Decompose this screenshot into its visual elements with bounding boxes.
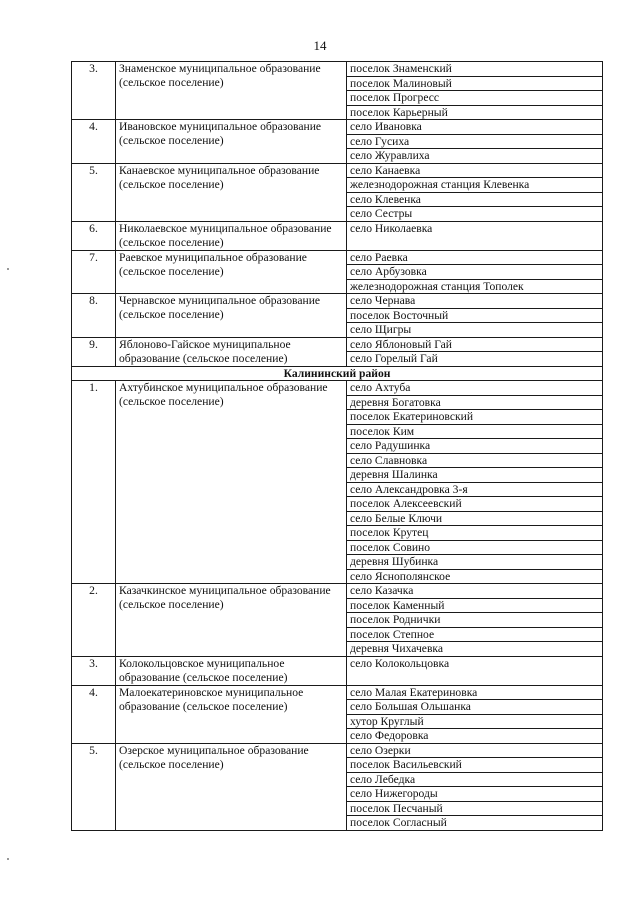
settlement-name: село Канаевка <box>347 163 603 178</box>
settlement-name: деревня Шубинка <box>347 555 603 570</box>
settlement-name: поселок Знаменский <box>347 62 603 77</box>
settlement-name: село Малая Екатериновка <box>347 685 603 700</box>
settlement-name: поселок Крутец <box>347 526 603 541</box>
settlement-name: село Большая Ольшанка <box>347 700 603 715</box>
settlement-name: поселок Восточный <box>347 308 603 323</box>
settlement-name: поселок Алексеевский <box>347 497 603 512</box>
settlement-name: село Ивановка <box>347 120 603 135</box>
table-row <box>72 656 603 685</box>
settlement-name: хутор Круглый <box>347 714 603 729</box>
settlement-name: село Ахтуба <box>347 381 603 396</box>
settlement-name: поселок Степное <box>347 627 603 642</box>
settlement-name: поселок Совино <box>347 540 603 555</box>
settlement-name: село Сестры <box>347 207 603 222</box>
settlement-name: село Лебедка <box>347 772 603 787</box>
settlement-name: поселок Песчаный <box>347 801 603 816</box>
table-row <box>72 120 603 135</box>
row-number: 7. <box>72 250 116 294</box>
row-number: 5. <box>72 743 116 830</box>
table-row <box>72 743 603 758</box>
settlement-name: поселок Каменный <box>347 598 603 613</box>
settlement-name: село Арбузовка <box>347 265 603 280</box>
settlement-name: село Озерки <box>347 743 603 758</box>
municipality-name: Озерское муниципальное образование (сельское поселение) <box>116 743 347 830</box>
municipality-name: Раевское муниципальное образование (сельское поселение) <box>116 250 347 294</box>
settlement-name: поселок Роднички <box>347 613 603 628</box>
municipality-name: Ахтубинское муниципальное образование (сельское поселение) <box>116 381 347 584</box>
settlement-name: село Казачка <box>347 584 603 599</box>
municipality-name: Чернавское муниципальное образование (сельское поселение) <box>116 294 347 338</box>
settlement-name: село Гусиха <box>347 134 603 149</box>
municipality-name: Ивановское муниципальное образование (сельское поселение) <box>116 120 347 164</box>
settlement-name: село Славновка <box>347 453 603 468</box>
settlement-name: поселок Согласный <box>347 816 603 831</box>
row-number: 4. <box>72 120 116 164</box>
margin-mark <box>7 268 9 270</box>
settlement-name: село Чернава <box>347 294 603 309</box>
settlement-name: деревня Богатовка <box>347 395 603 410</box>
settlement-name: село Нижегороды <box>347 787 603 802</box>
settlement-name: село Николаевка <box>347 221 603 250</box>
settlement-name: поселок Ким <box>347 424 603 439</box>
settlement-name: село Горелый Гай <box>347 352 603 367</box>
settlement-name: село Щигры <box>347 323 603 338</box>
settlement-name: железнодорожная станция Клевенка <box>347 178 603 193</box>
row-number: 5. <box>72 163 116 221</box>
municipality-name: Казачкинское муниципальное образование (сельское поселение) <box>116 584 347 657</box>
table-row <box>72 584 603 599</box>
row-number: 3. <box>72 656 116 685</box>
settlement-name: железнодорожная станция Тополек <box>347 279 603 294</box>
district-title: Калининский район <box>72 366 603 381</box>
table-row <box>72 337 603 352</box>
municipality-name: Яблоново-Гайское муниципальное образование (сельское поселение) <box>116 337 347 366</box>
municipality-name: Колокольцовское муниципальное образование (сельское поселение) <box>116 656 347 685</box>
settlement-name: село Белые Ключи <box>347 511 603 526</box>
district-row <box>72 366 603 381</box>
settlement-name: село Яблоновый Гай <box>347 337 603 352</box>
municipality-name: Малоекатериновское муниципальное образование (сельское поселение) <box>116 685 347 743</box>
row-number: 1. <box>72 381 116 584</box>
settlement-name: село Журавлиха <box>347 149 603 164</box>
settlement-name: село Федоровка <box>347 729 603 744</box>
table-row <box>72 62 603 77</box>
margin-mark <box>7 858 9 860</box>
settlement-name: поселок Прогресс <box>347 91 603 106</box>
row-number: 3. <box>72 62 116 120</box>
row-number: 6. <box>72 221 116 250</box>
settlement-name: поселок Карьерный <box>347 105 603 120</box>
settlement-name: село Яснополянское <box>347 569 603 584</box>
municipality-table <box>71 61 603 831</box>
settlement-name: поселок Екатериновский <box>347 410 603 425</box>
table-row <box>72 221 603 250</box>
municipality-name: Канаевское муниципальное образование (сельское поселение) <box>116 163 347 221</box>
row-number: 4. <box>72 685 116 743</box>
row-number: 9. <box>72 337 116 366</box>
settlement-name: поселок Малиновый <box>347 76 603 91</box>
settlement-name: деревня Шалинка <box>347 468 603 483</box>
settlement-name: поселок Васильевский <box>347 758 603 773</box>
settlement-name: село Раевка <box>347 250 603 265</box>
table-row <box>72 294 603 309</box>
row-number: 8. <box>72 294 116 338</box>
municipality-name: Николаевское муниципальное образование (сельское поселение) <box>116 221 347 250</box>
settlement-name: село Колокольцовка <box>347 656 603 685</box>
page-number: 14 <box>313 38 327 53</box>
table-row <box>72 685 603 700</box>
table-row <box>72 250 603 265</box>
settlement-name: село Радушинка <box>347 439 603 454</box>
settlement-name: село Александровка 3-я <box>347 482 603 497</box>
settlement-name: село Клевенка <box>347 192 603 207</box>
row-number: 2. <box>72 584 116 657</box>
municipality-name: Знаменское муниципальное образование (сельское поселение) <box>116 62 347 120</box>
table-row <box>72 381 603 396</box>
settlement-name: деревня Чихачевка <box>347 642 603 657</box>
table-row <box>72 163 603 178</box>
